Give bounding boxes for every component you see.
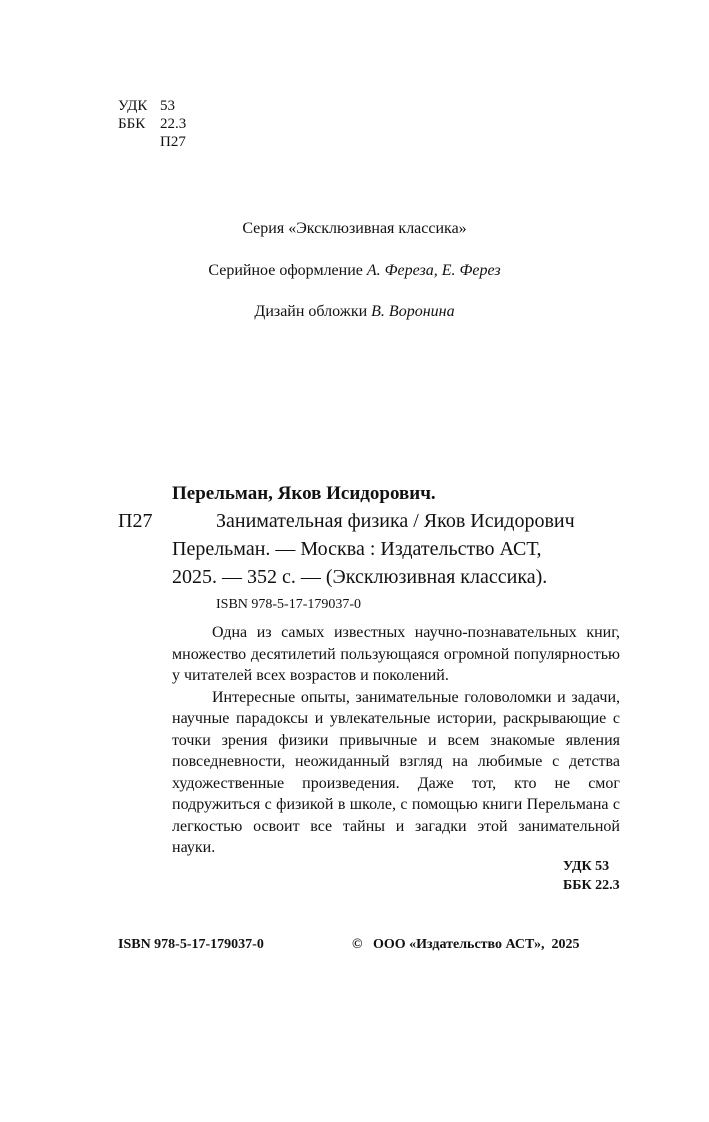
catalog-line-2: Перельман. — Москва : Издательство АСТ, — [172, 538, 542, 560]
catalog-line-1: Занимательная физика / Яков Исидорович — [216, 510, 575, 532]
top-classification-codes — [118, 97, 186, 151]
series-design-line — [0, 262, 709, 280]
udk-label: УДК — [118, 98, 148, 114]
cover-design-line — [0, 303, 709, 321]
author-mark: П27 — [160, 134, 186, 150]
abstract — [172, 622, 620, 859]
bbk-right: ББК 22.3 — [563, 878, 620, 893]
udk-value: 53 — [160, 98, 175, 114]
footer-copyright: © ООО «Издательство АСТ», 2025 — [352, 937, 580, 952]
series-design-label: Серийное оформление — [208, 262, 363, 279]
catalog-isbn: ISBN 978-5-17-179037-0 — [216, 597, 362, 612]
abstract-paragraph-2: Интересные опыты, занимательные головоломки и задачи, научные парадоксы и увлекательные истории, раскрывающие с точки зрения физики привычные и всем знакомые явления повседневности, неожиданный взгляд на любимые с детства художественные произведения. Даже тот, кто не смог подружиться с физикой в школе, с помощью книги Перельмана с легкостью освоит все тайны и загадки этой занимательной науки. — [172, 688, 620, 856]
bbk-value: 22.3 — [160, 116, 187, 132]
udk-right: УДК 53 — [563, 859, 610, 874]
cover-design-name: В. Воронина — [371, 303, 455, 320]
abstract-paragraph-1: Одна из самых известных научно-познавательных книг, множество десятилетий пользующаяся огромной популярностью у читателей всех возрастов и поколений. — [172, 624, 620, 684]
series-design-names: А. Фереза, Е. Ферез — [366, 262, 501, 279]
catalog-author: Перельман, Яков Исидорович. — [172, 483, 436, 504]
catalog-mark: П27 — [118, 510, 153, 532]
catalog-line-3: 2025. — 352 с. — (Эксклюзивная классика). — [172, 566, 548, 588]
cover-design-label: Дизайн обложки — [254, 303, 368, 320]
footer-isbn: ISBN 978-5-17-179037-0 — [118, 937, 264, 952]
series-line: Серия «Эксклюзивная классика» — [242, 220, 467, 237]
bbk-label: ББК — [118, 116, 146, 132]
